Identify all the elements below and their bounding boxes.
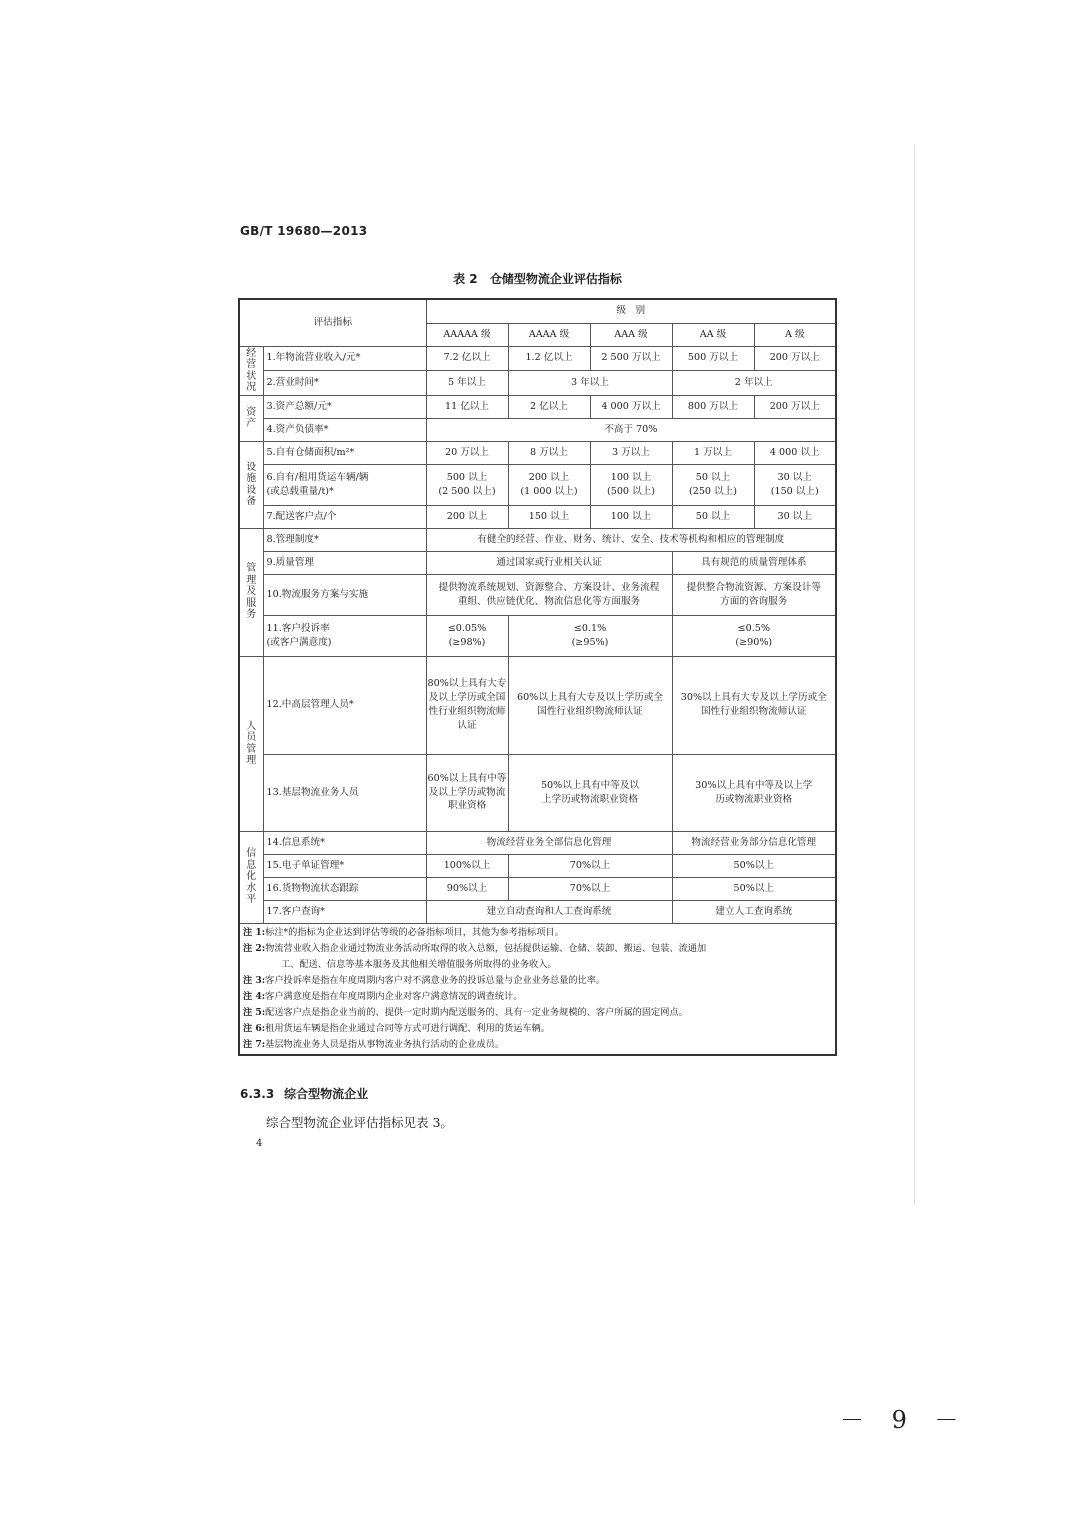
table-cell: 8 万以上 xyxy=(508,441,590,464)
header-row xyxy=(239,299,836,323)
evaluation-table xyxy=(238,298,837,1056)
table-cell: 2 亿以上 xyxy=(508,395,590,418)
table-cell: 3 万以上 xyxy=(590,441,672,464)
table-cell: 200 以上 (1 000 以上) xyxy=(508,464,590,505)
indicator-name: 15.电子单证管理* xyxy=(263,854,426,877)
table-row xyxy=(239,831,836,854)
indicator-name: 11.客户投诉率 (或客户满意度) xyxy=(263,615,426,656)
table-title xyxy=(240,270,835,287)
table-cell: 2 年以上 xyxy=(672,371,836,396)
table-row xyxy=(239,418,836,441)
level-header: 级 别 xyxy=(426,299,836,323)
section-title: 综合型物流企业 xyxy=(284,1087,369,1101)
table-row xyxy=(239,900,836,923)
note-6: 注 6:租用货运车辆是指企业通过合同等方式可进行调配、利用的货运车辆。 xyxy=(243,1023,550,1035)
table-cell: 3 年以上 xyxy=(508,371,672,396)
indicator-name: 10.物流服务方案与实施 xyxy=(263,574,426,615)
indicator-name: 1.年物流营业收入/元* xyxy=(263,346,426,371)
level-aaa: AAA 级 xyxy=(590,323,672,346)
category-informatization: 信息化水平 xyxy=(239,831,263,923)
table-cell: 30 以上 (150 以上) xyxy=(754,464,836,505)
indicator-name: 7.配送客户点/个 xyxy=(263,505,426,528)
level-aaaaa: AAAAA 级 xyxy=(426,323,508,346)
table-cell: 100 以上 (500 以上) xyxy=(590,464,672,505)
table-cell: 50 以上 xyxy=(672,505,754,528)
table-notes xyxy=(239,923,836,1055)
table-row xyxy=(239,615,836,656)
table-cell: 500 万以上 xyxy=(672,346,754,371)
table-cell: 200 万以上 xyxy=(754,395,836,418)
table-cell: 1.2 亿以上 xyxy=(508,346,590,371)
table-cell: 具有规范的质量管理体系 xyxy=(672,551,836,574)
note-4: 注 4:客户满意度是指在年度周期内企业对客户满意情况的调查统计。 xyxy=(243,990,523,1002)
page-number: － 9 － xyxy=(840,1406,969,1434)
indicator-name: 12.中高层管理人员* xyxy=(263,656,426,754)
table-row xyxy=(239,464,836,505)
note-3: 注 3:客户投诉率是指在年度周期内客户对不满意业务的投诉总量与企业业务总量的比率。 xyxy=(243,974,606,986)
indicator-name: 16.货物物流状态跟踪 xyxy=(263,877,426,900)
level-a: A 级 xyxy=(754,323,836,346)
indicator-name: 4.资产负债率* xyxy=(263,418,426,441)
table-cell: 4 000 以上 xyxy=(754,441,836,464)
table-cell: 70%以上 xyxy=(508,854,672,877)
table-cell: 60%以上具有大专及以上学历或全国性行业组织物流师认证 xyxy=(508,656,672,754)
level-aaaa: AAAA 级 xyxy=(508,323,590,346)
original-page-number: 4 xyxy=(256,1138,263,1149)
table-cell: 提供物流系统规划、资源整合、方案设计、业务流程重组、供应链优化、物流信息化等方面服务 xyxy=(426,574,672,615)
table-row xyxy=(239,754,836,831)
table-row xyxy=(239,854,836,877)
category-personnel: 人员管理 xyxy=(239,656,263,831)
table-cell: 70%以上 xyxy=(508,877,672,900)
table-cell: 30%以上具有中等及以上学历或物流职业资格 xyxy=(672,754,836,831)
section-number: 6.3.3 xyxy=(240,1087,275,1101)
indicator-name: 17.客户查询* xyxy=(263,900,426,923)
table-cell: 100 以上 xyxy=(590,505,672,528)
table-cell: 500 以上 (2 500 以上) xyxy=(426,464,508,505)
note-7: 注 7:基层物流业务人员是指从事物流业务执行活动的企业成员。 xyxy=(243,1039,505,1051)
table-cell: 100%以上 xyxy=(426,854,508,877)
table-cell: 5 年以上 xyxy=(426,371,508,396)
table-cell: 物流经营业务部分信息化管理 xyxy=(672,831,836,854)
table-cell: 50%以上具有中等及以上学历或物流职业资格 xyxy=(508,754,672,831)
table-cell: 800 万以上 xyxy=(672,395,754,418)
table-cell: 50 以上 (250 以上) xyxy=(672,464,754,505)
table-row xyxy=(239,574,836,615)
scan-page-edge xyxy=(914,145,915,1205)
indicator-name: 8.管理制度* xyxy=(263,528,426,551)
table-cell: 1 万以上 xyxy=(672,441,754,464)
indicator-name: 2.营业时间* xyxy=(263,371,426,396)
notes-row xyxy=(239,923,836,1055)
table-row xyxy=(239,395,836,418)
table-cell: 7.2 亿以上 xyxy=(426,346,508,371)
indicator-name: 13.基层物流业务人员 xyxy=(263,754,426,831)
indicator-header: 评估指标 xyxy=(239,299,426,346)
table-cell: 90%以上 xyxy=(426,877,508,900)
table-cell: 150 以上 xyxy=(508,505,590,528)
category-management: 管理及服务 xyxy=(239,528,263,656)
indicator-name: 6.自有/租用货运车辆/辆 (或总载重量/t)* xyxy=(263,464,426,505)
table-cell: ≤0.5% (≥90%) xyxy=(672,615,836,656)
note-5: 注 5:配送客户点是指企业当前的、提供一定时期内配送服务的、具有一定业务规模的、客户所属的固定网点。 xyxy=(243,1006,688,1018)
table-cell: 物流经营业务全部信息化管理 xyxy=(426,831,672,854)
table-row xyxy=(239,877,836,900)
table-row xyxy=(239,505,836,528)
table-cell: 建立自动查询和人工查询系统 xyxy=(426,900,672,923)
note-2: 注 2:物流营业收入指企业通过物流业务活动所取得的收入总额，包括提供运输、仓储、装卸、搬运、包装、流通加 xyxy=(243,942,707,954)
table-cell: 20 万以上 xyxy=(426,441,508,464)
note-1: 注 1:标注*的指标为企业达到评估等级的必备指标项目，其他为参考指标项目。 xyxy=(243,926,564,938)
table-row xyxy=(239,441,836,464)
category-operation: 经营状况 xyxy=(239,346,263,395)
table-title-text: 仓储型物流企业评估指标 xyxy=(489,272,622,286)
table-cell: 30 以上 xyxy=(754,505,836,528)
table-row xyxy=(239,346,836,371)
table-cell: 有健全的经营、作业、财务、统计、安全、技术等机构和相应的管理制度 xyxy=(426,528,836,551)
category-facilities: 设施设备 xyxy=(239,441,263,528)
indicator-name: 5.自有仓储面积/m²* xyxy=(263,441,426,464)
indicator-name: 9.质量管理 xyxy=(263,551,426,574)
table-cell: 50%以上 xyxy=(672,854,836,877)
table-cell: 11 亿以上 xyxy=(426,395,508,418)
table-cell: 200 万以上 xyxy=(754,346,836,371)
table-cell: ≤0.1% (≥95%) xyxy=(508,615,672,656)
table-cell: 建立人工查询系统 xyxy=(672,900,836,923)
note-2-continued: 工、配送、信息等基本服务及其他相关增值服务所取得的业务收入。 xyxy=(281,958,557,970)
table-cell: 通过国家或行业相关认证 xyxy=(426,551,672,574)
table-cell: 80%以上具有大专及以上学历或全国性行业组织物流师认证 xyxy=(426,656,508,754)
table-row xyxy=(239,551,836,574)
table-cell: 30%以上具有大专及以上学历或全国性行业组织物流师认证 xyxy=(672,656,836,754)
table-cell: 4 000 万以上 xyxy=(590,395,672,418)
indicator-name: 3.资产总额/元* xyxy=(263,395,426,418)
table-cell: 200 以上 xyxy=(426,505,508,528)
table-cell: 2 500 万以上 xyxy=(590,346,672,371)
table-cell: 不高于 70% xyxy=(426,418,836,441)
indicator-name: 14.信息系统* xyxy=(263,831,426,854)
table-row xyxy=(239,656,836,754)
section-heading xyxy=(240,1085,378,1102)
table-cell: 50%以上 xyxy=(672,877,836,900)
category-assets: 资产 xyxy=(239,395,263,441)
table-cell: ≤0.05% (≥98%) xyxy=(426,615,508,656)
table-cell: 提供整合物流资源、方案设计等方面的咨询服务 xyxy=(672,574,836,615)
table-row xyxy=(239,371,836,396)
table-row xyxy=(239,528,836,551)
section-text: 综合型物流企业评估指标见表 3。 xyxy=(266,1115,453,1130)
standard-number: GB/T 19680—2013 xyxy=(240,224,368,238)
level-aa: AA 级 xyxy=(672,323,754,346)
table-cell: 60%以上具有中等及以上学历或物流职业资格 xyxy=(426,754,508,831)
table-label: 表 2 xyxy=(453,272,478,286)
